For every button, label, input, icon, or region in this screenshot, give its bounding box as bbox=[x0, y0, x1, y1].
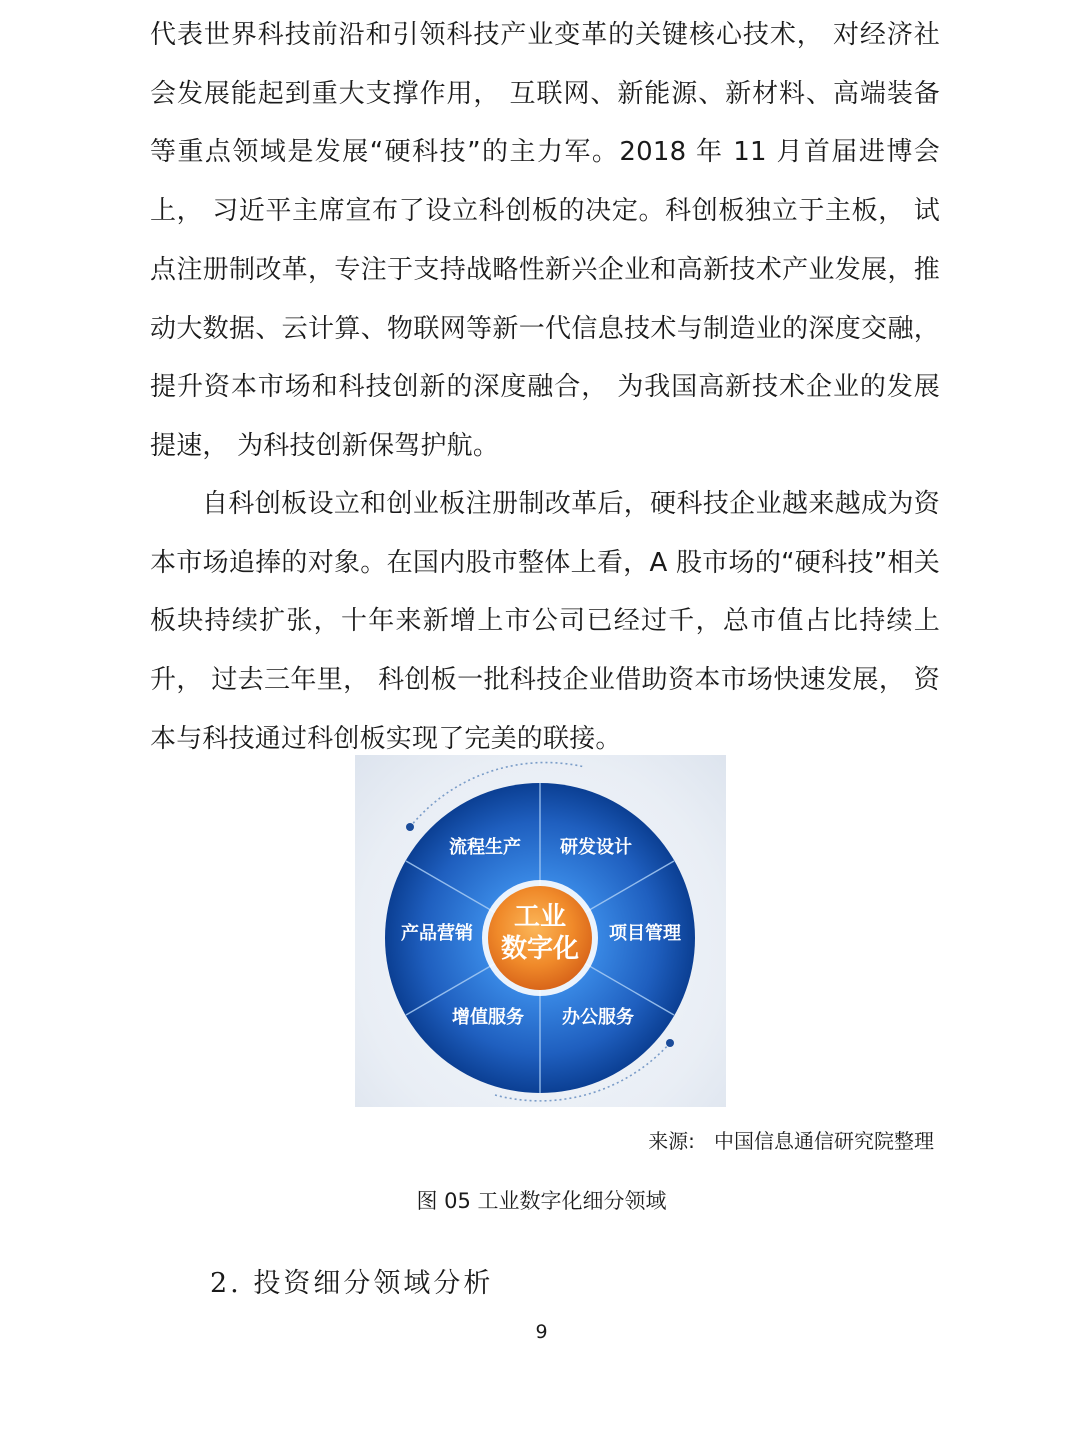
segment-label-process-production: 流程生产 bbox=[449, 837, 521, 858]
center-label-line2: 数字化 bbox=[500, 934, 580, 964]
segment-label-office-service: 办公服务 bbox=[562, 1007, 634, 1028]
segment-label-value-added-service: 增值服务 bbox=[452, 1007, 524, 1028]
body-paragraph-2: 自科创板设立和创业板注册制改革后，硬科技企业越来越成为资本市场追捧的对象。在国内股市整体上看，A 股市场的“硬科技”相关板块持续扩张，十年来新增上市公司已经过千，总市值占比持续上升， 过去三年里， 科创板一批科技企业借助资本市场快速发展， 资本与科技通过科创板实现了完美的联接。 bbox=[150, 489, 940, 754]
diagram-svg bbox=[355, 755, 726, 1107]
segment-label-product-marketing: 产品营销 bbox=[401, 923, 473, 944]
orbit-dot-top bbox=[406, 823, 414, 831]
center-label-line1: 工业 bbox=[513, 902, 567, 932]
segment-label-rd-design: 研发设计 bbox=[560, 837, 632, 858]
figure-caption: 图 05 工业数字化细分领域 bbox=[416, 1189, 667, 1213]
orbit-dot-bottom bbox=[666, 1039, 674, 1047]
figure-source: 来源: 中国信息通信研究院整理 bbox=[648, 1129, 934, 1153]
segment-label-project-management: 项目管理 bbox=[609, 923, 681, 944]
body-paragraph-1: 代表世界科技前沿和引领科技产业变革的关键核心技术， 对经济社会发展能起到重大支撑作用， 互联网、新能源、新材料、高端装备等重点领域是发展“硬科技”的主力军。2018 年 11 月首届进博会上， 习近平主席宣布了设立科创板的决定。科创板独立于主板， 试点注册制改革，专注于支持战略性新兴企业和高新技术产业发展，推动大数据、云计算、物联网等新一代信息技术与制造业的深度交融，提升资本市场和科技创新的深度融合， 为我国高新技术企业的发展提速， 为科技创新保驾护航。 bbox=[150, 20, 940, 461]
industrial-digitalization-figure bbox=[355, 755, 726, 1107]
section-heading: 2. 投资细分领域分析 bbox=[210, 1268, 494, 1299]
page-number: 9 bbox=[535, 1321, 548, 1343]
